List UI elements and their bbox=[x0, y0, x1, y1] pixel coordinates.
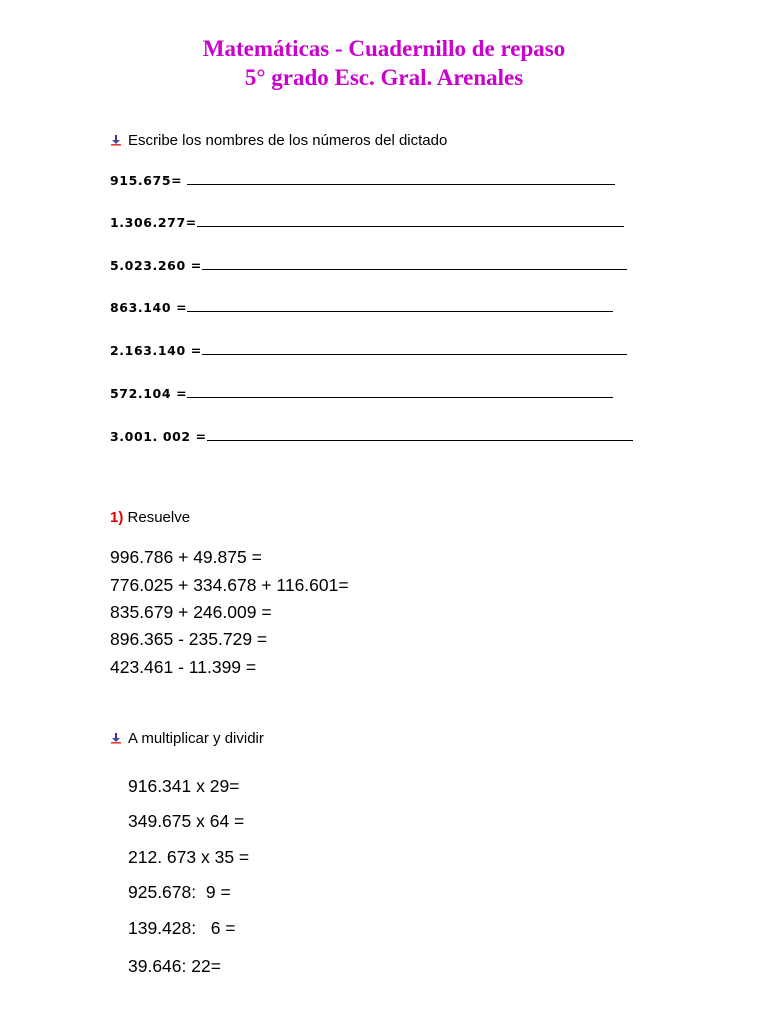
dictation-item: 572.104 = bbox=[110, 384, 613, 401]
worksheet-title-line2: 5° grado Esc. Gral. Arenales bbox=[244, 65, 524, 90]
bullet-arrow-icon bbox=[110, 732, 122, 744]
dictation-item: 863.140 = bbox=[110, 298, 613, 315]
answer-line bbox=[187, 384, 613, 398]
operation: 916.341 x 29= bbox=[128, 776, 240, 796]
answer-line bbox=[202, 341, 627, 355]
answer-line bbox=[207, 427, 633, 441]
dictation-item: 5.023.260 = bbox=[110, 256, 627, 273]
answer-line bbox=[187, 298, 613, 312]
multiplicar-instruction bbox=[110, 730, 264, 748]
dictation-item: 915.675= bbox=[110, 171, 615, 188]
dictation-item: 1.306.277= bbox=[110, 213, 624, 230]
operation: 835.679 + 246.009 = bbox=[110, 602, 272, 622]
section-number: 1) bbox=[110, 509, 124, 526]
multiplicar-instruction-text: A multiplicar y dividir bbox=[128, 730, 264, 747]
dictation-instruction bbox=[110, 132, 447, 150]
dictation-item: 2.163.140 = bbox=[110, 341, 627, 358]
resuelve-heading bbox=[110, 509, 190, 526]
bullet-arrow-icon bbox=[110, 134, 122, 146]
operation: 776.025 + 334.678 + 116.601= bbox=[110, 575, 349, 595]
answer-line bbox=[197, 213, 624, 227]
operation: 39.646: 22= bbox=[128, 956, 221, 976]
operation: 423.461 - 11.399 = bbox=[110, 657, 257, 677]
operation: 925.678: 9 = bbox=[128, 882, 231, 902]
dictation-item: 3.001. 002 = bbox=[110, 427, 633, 444]
section-label: Resuelve bbox=[127, 509, 191, 526]
dictation-instruction-text: Escribe los nombres de los números del dictado bbox=[128, 132, 448, 149]
operation: 996.786 + 49.875 = bbox=[110, 547, 262, 567]
operation: 349.675 x 64 = bbox=[128, 811, 245, 831]
answer-line bbox=[187, 171, 615, 185]
operation: 212. 673 x 35 = bbox=[128, 847, 250, 867]
operation: 139.428: 6 = bbox=[128, 918, 236, 938]
answer-line bbox=[202, 256, 627, 270]
operation: 896.365 - 235.729 = bbox=[110, 629, 268, 649]
worksheet-title-line1: Matemáticas - Cuadernillo de repaso bbox=[202, 36, 566, 61]
